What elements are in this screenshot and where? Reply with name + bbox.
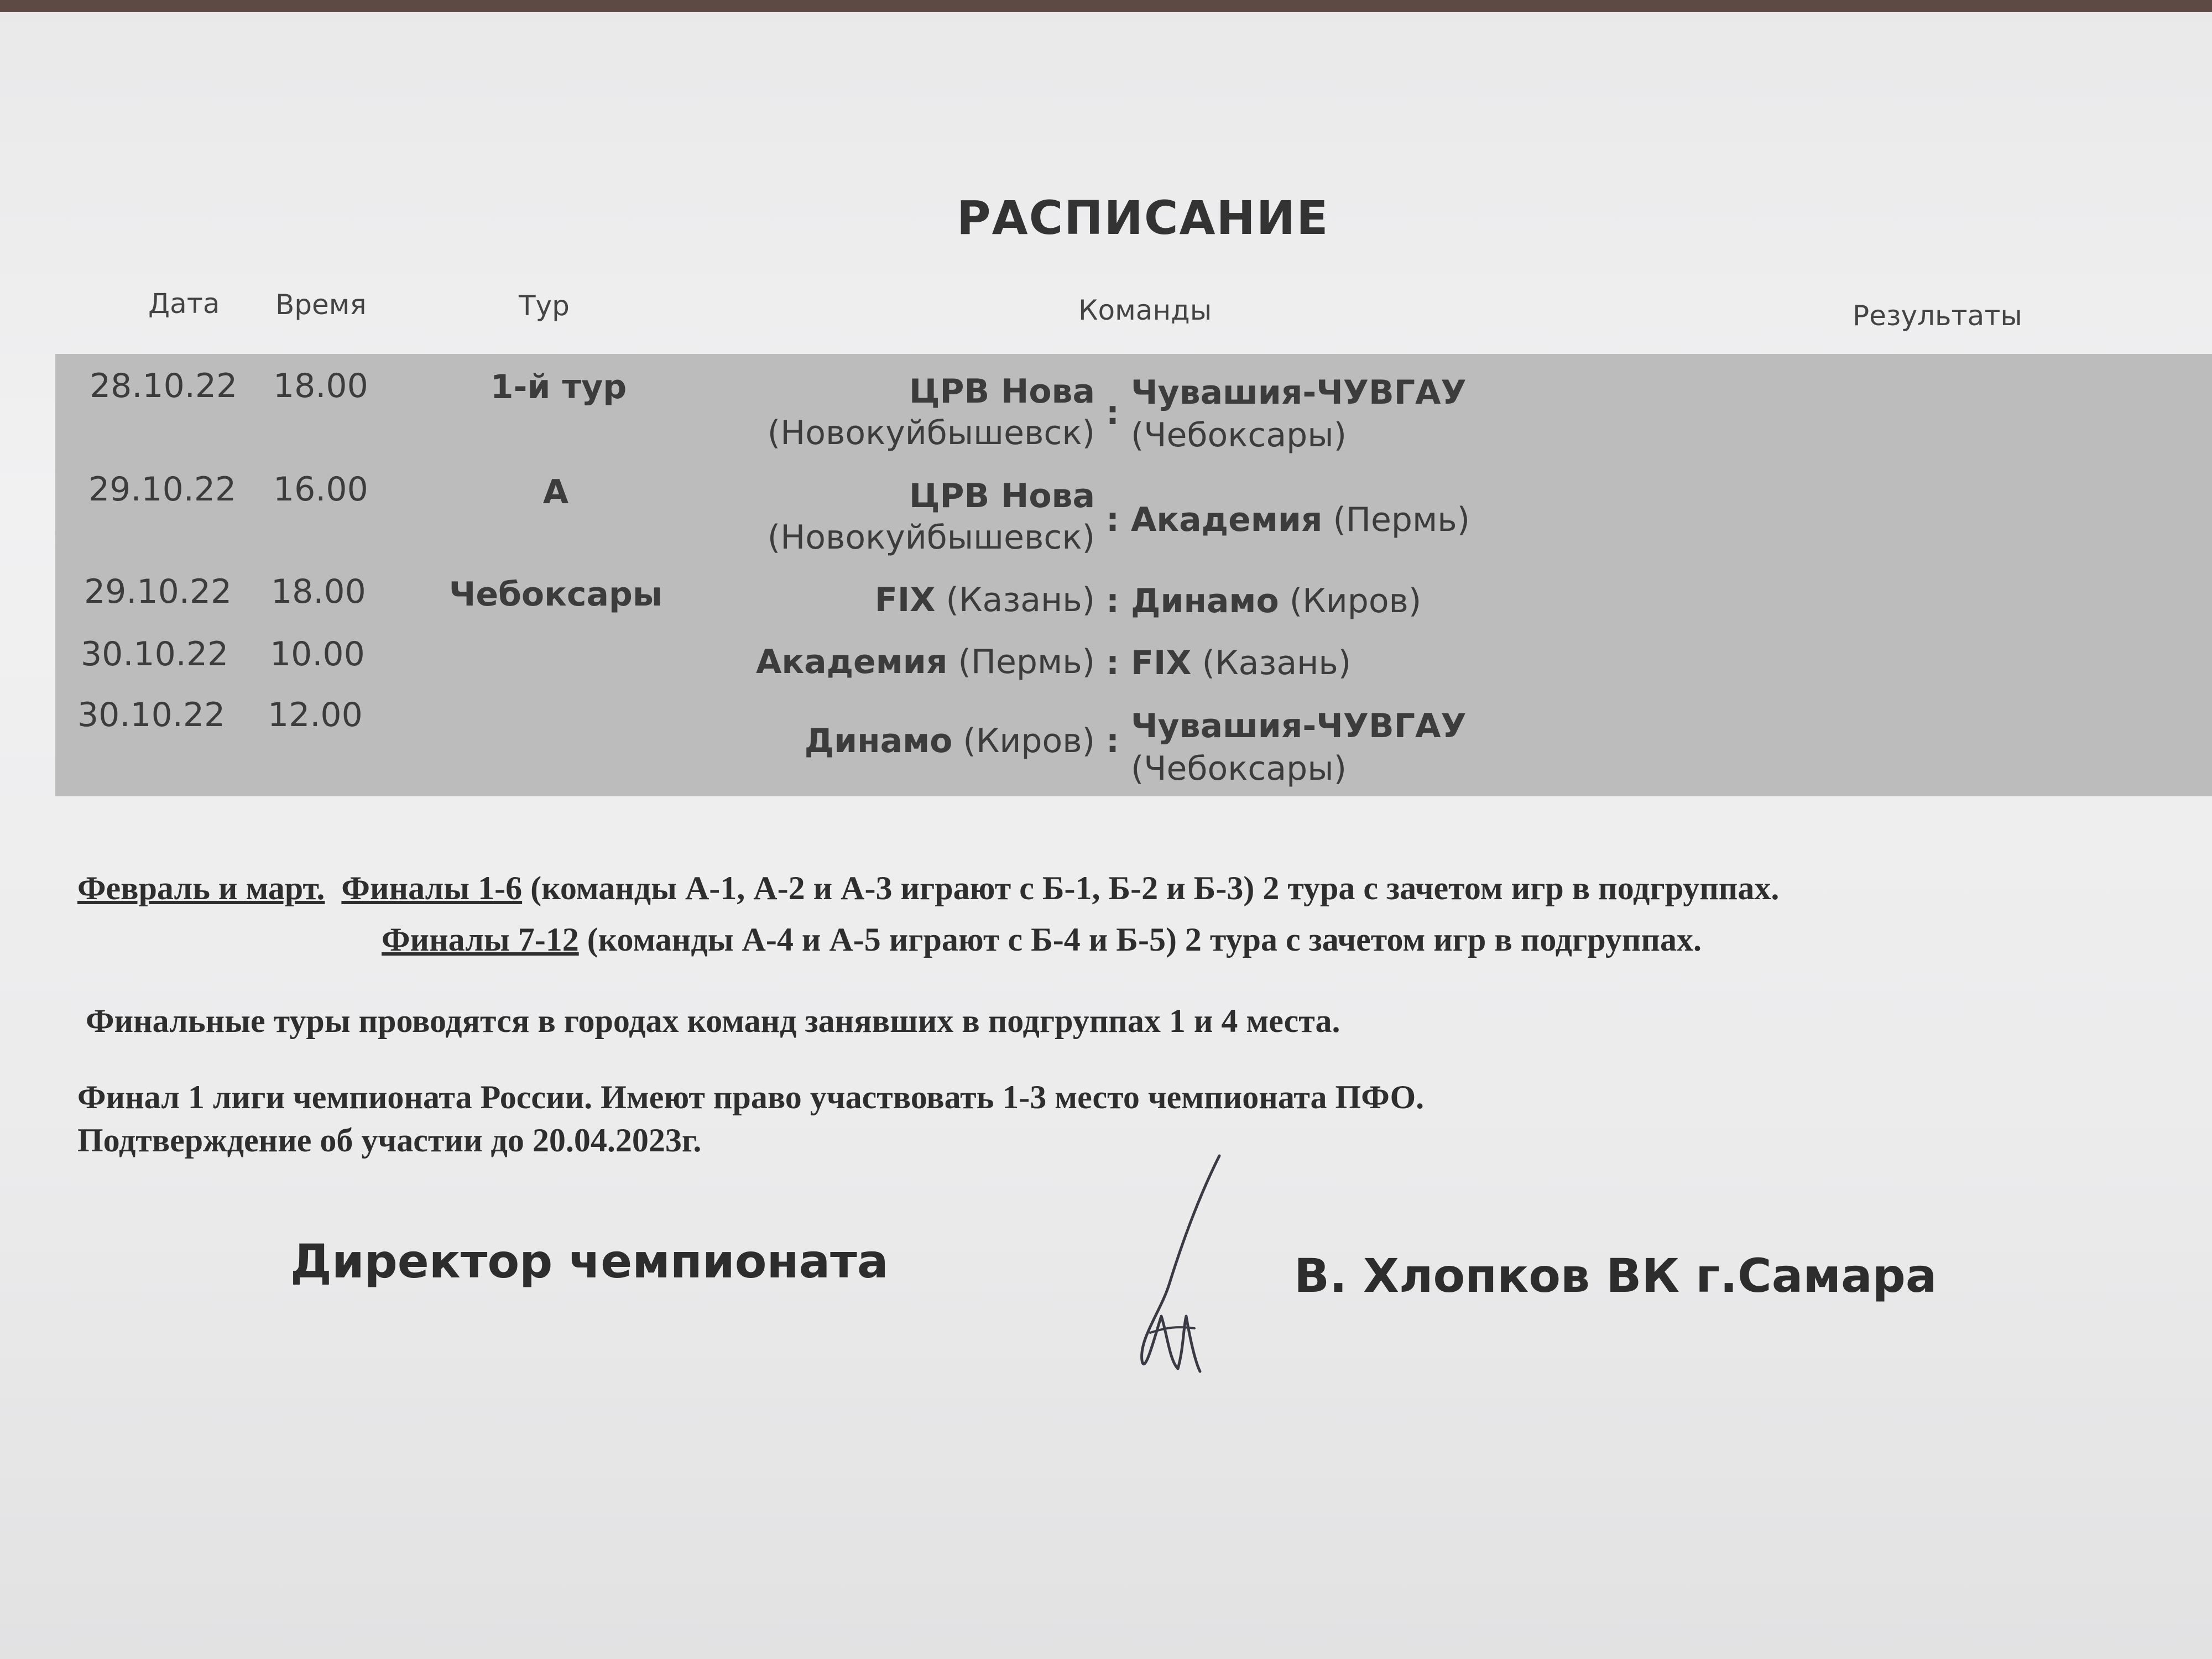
row-time: 16.00 — [273, 470, 368, 509]
home-team-city: (Новокуйбышевск) — [767, 414, 1095, 452]
home-team: FIX (Казань) — [874, 581, 1095, 619]
director-name: В. Хлопков ВК г.Самара — [1294, 1249, 1937, 1303]
page-title: РАСПИСАНИЕ — [957, 191, 1329, 245]
finals-1-6-label: Финалы 1-6 — [341, 870, 523, 906]
finals-1-6-text: (команды А-1, А-2 и А-3 играют с Б-1, Б-2 и Б-3) 2 тура с зачетом игр в подгруппах. — [530, 870, 1780, 906]
finals-1-6-note — [77, 869, 1779, 907]
home-team-city: (Новокуйбышевск) — [767, 518, 1095, 557]
director-title: Директор чемпионата — [290, 1234, 889, 1288]
feb-march-label: Февраль и март. — [77, 870, 325, 906]
score-separator: : — [1106, 500, 1119, 539]
away-team: Академия (Пермь) — [1131, 500, 1470, 539]
score-separator: : — [1106, 722, 1119, 760]
score-separator: : — [1106, 394, 1119, 432]
tour-label-group: А — [542, 473, 569, 512]
row-date: 29.10.22 — [84, 572, 232, 611]
row-time: 12.00 — [268, 696, 363, 734]
header-time: Время — [275, 289, 367, 321]
away-team-city: (Чебоксары) — [1131, 416, 1347, 455]
away-team: FIX (Казань) — [1131, 644, 1352, 682]
tour-label-round: 1-й тур — [490, 368, 627, 406]
row-time: 18.00 — [271, 572, 366, 611]
row-date: 30.10.22 — [81, 635, 229, 674]
final-tours-note: Финальные туры проводятся в городах команд занявших в подгруппах 1 и 4 места. — [86, 1003, 1340, 1039]
row-date: 28.10.22 — [90, 367, 238, 405]
away-team-name: Чувашия-ЧУВГАУ — [1131, 707, 1467, 745]
score-separator: : — [1106, 644, 1119, 682]
row-date: 29.10.22 — [88, 470, 237, 509]
away-team-name: Чувашия-ЧУВГАУ — [1131, 373, 1467, 412]
header-teams: Команды — [1078, 294, 1212, 326]
tour-label-city: Чебоксары — [448, 575, 663, 614]
away-team: Динамо (Киров) — [1131, 582, 1422, 620]
league-final-note: Финал 1 лиги чемпионата России. Имеют право участвовать 1-3 место чемпионата ПФО. — [77, 1079, 1425, 1115]
home-team-name: ЦРВ Нова — [909, 372, 1095, 411]
finals-7-12-text: (команды А-4 и А-5 играют с Б-4 и Б-5) 2 тура с зачетом игр в подгруппах. — [587, 921, 1702, 958]
background-strip — [0, 0, 2212, 12]
handwritten-signature — [1117, 1150, 1239, 1383]
header-tour: Тур — [519, 290, 570, 322]
row-time: 18.00 — [273, 367, 368, 405]
header-date: Дата — [148, 288, 220, 320]
score-separator: : — [1106, 582, 1119, 620]
home-team-name: ЦРВ Нова — [909, 477, 1095, 515]
away-team-city: (Чебоксары) — [1131, 749, 1347, 788]
home-team: Динамо (Киров) — [804, 722, 1095, 760]
header-results: Результаты — [1853, 300, 2022, 332]
confirmation-note: Подтверждение об участии до 20.04.2023г. — [77, 1122, 702, 1159]
finals-7-12-note — [382, 921, 1702, 959]
row-time: 10.00 — [270, 635, 365, 674]
finals-7-12-label: Финалы 7-12 — [382, 921, 579, 958]
row-date: 30.10.22 — [77, 696, 226, 734]
home-team: Академия (Пермь) — [755, 643, 1095, 681]
